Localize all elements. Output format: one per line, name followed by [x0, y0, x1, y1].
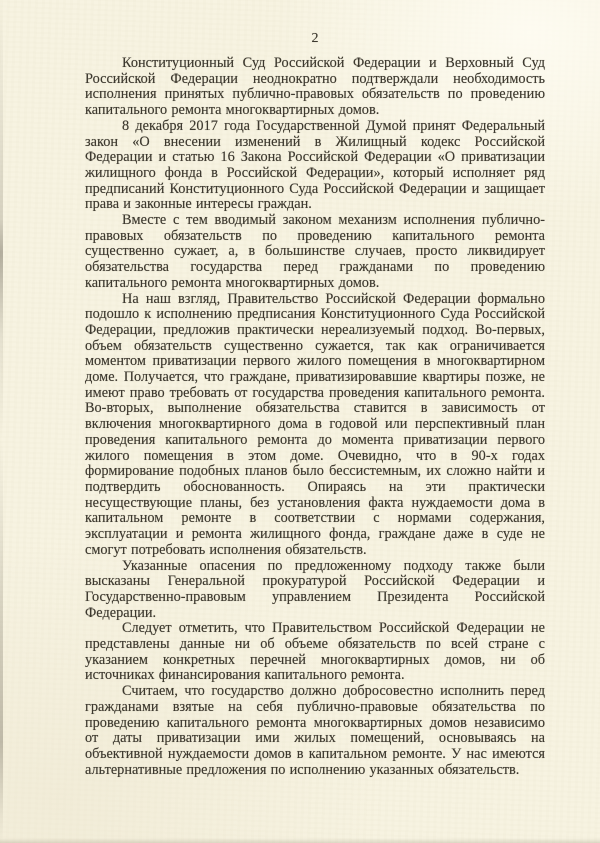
paragraph-federal-law-adopted: 8 декабря 2017 года Государственной Думой принят Федеральный закон «О внесении изменений в Жилищный кодекс Российской Федерации и статью 16 Закона Российской Федерации «О приватизации жилищного фонда в Российской Федерации», который исполняет ряд предписаний Конституционного Суда Российской Федерации и защищает права и законные интересы граждан.: [85, 117, 545, 213]
document-text-block: [85, 0, 545, 778]
page-number: 2: [311, 31, 319, 46]
paragraph-government-formal-approach: На наш взгляд, Правительство Российской Федерации формально подошло к исполнению предписания Конституционного Суда Российской Федерации, предложив практически нереализуемый подход. Во-первых, объем обязательств существенно сужается, так как ограничивается моментом приватизации первого жилого помещения в многоквартирном доме. Получается, что граждане, приватизировавшие квартиры позже, не имеют право требовать от государства проведения капитального ремонта. Во-вторых, выполнение обязательства ставится в зависимость от включения многоквартирного дома в годовой или перспективный план проведения капитального ремонта до момента приватизации первого жилого помещения в этом доме. Очевидно, что в 90-х годах формирование подобных планов было бессистемным, их сложно найти и подтвердить обоснованность. Опираясь на эти практически несуществующие планы, без установления факта нуждаемости дома в капитальном ремонте в соответствии с нормами содержания, эксплуатации и ремонта жилищного фонда, граждане даже в суде не смогут потребовать исполнения обязательств.: [85, 290, 545, 558]
scan-edge-shadow-left: [0, 0, 3, 843]
paragraph-state-must-fulfill: Считаем, что государство должно добросовестно исполнить перед гражданами взятые на себя публично-правовые обязательства по проведению капитального ремонта многоквартирных домов независимо от даты приватизации ими жилых помещений, основываясь на объективной нуждаемости домов в капитальном ремонте. У нас имеются альтернативные предложения по исполнению указанных обязательств.: [85, 683, 545, 778]
scan-edge-shadow-bottom: [0, 838, 600, 843]
paragraph-no-data-presented: Следует отметить, что Правительством Российской Федерации не представлены данные ни об объеме обязательств по всей стране с указанием конкретных перечней многоквартирных домов, ни об источниках финансирования капитального ремонта.: [85, 620, 545, 684]
paragraph-supreme-court-confirmation: Конституционный Суд Российской Федерации и Верховный Суд Российской Федерации неоднократно подтверждали необходимость исполнения принятых публично-правовых обязательств по проведению капитального ремонта многоквартирных домов.: [85, 55, 545, 119]
paragraph-mechanism-narrows-obligations: Вместе с тем вводимый законом механизм исполнения публично-правовых обязательств по проведению капитального ремонта существенно сужает, а, в большинстве случаев, просто ликвидирует обязательства государства перед гражданами по проведению капитального ремонта многоквартирных домов.: [85, 212, 545, 291]
paragraph-prosecutor-concerns: Указанные опасения по предложенному подходу также были высказаны Генеральной прокуратурой Российской Федерации и Государственно-правовым управлением Президента Российской Федерации.: [85, 557, 545, 621]
